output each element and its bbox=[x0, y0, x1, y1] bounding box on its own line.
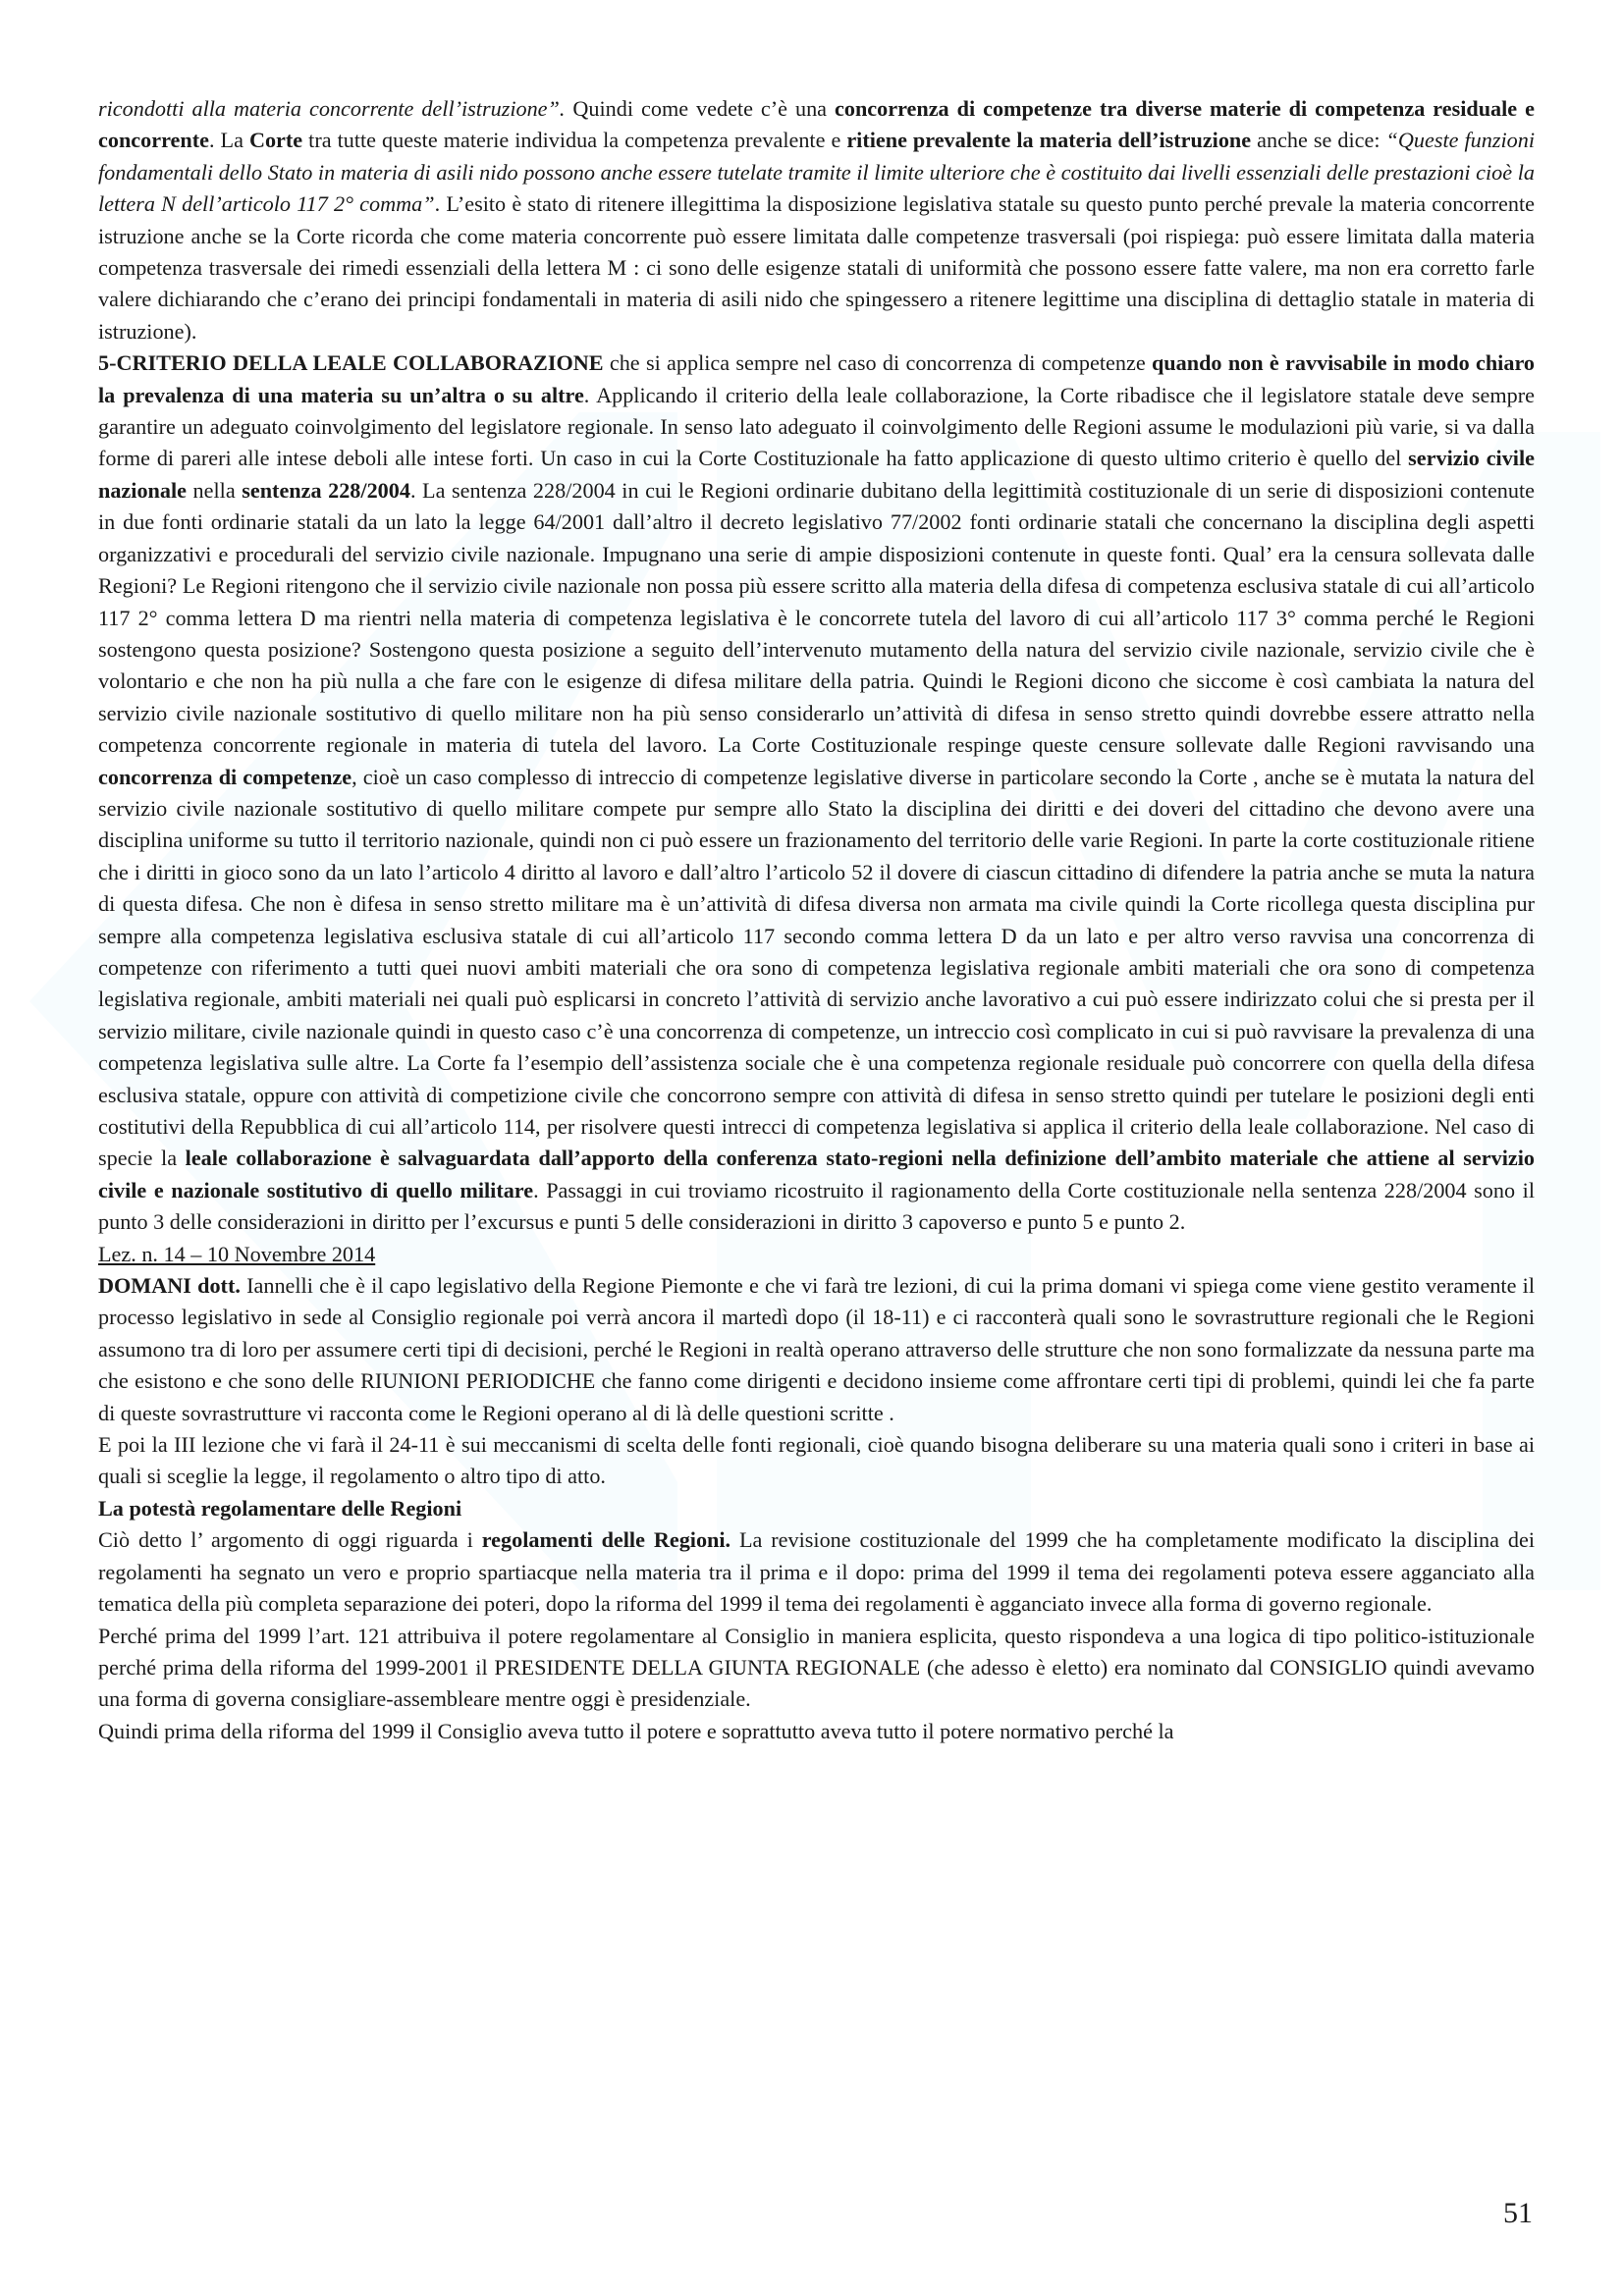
document-page bbox=[98, 93, 1535, 1747]
bold-text: Corte bbox=[248, 128, 303, 153]
body-text: . La bbox=[208, 128, 249, 153]
paragraph bbox=[98, 347, 1535, 1238]
body-text: . La sentenza 228/2004 in cui le Regioni ordinarie dubitano della legittimità costituzionale di un serie di disposizioni contenute in due fonti ordinarie statali da un lato la legge 64/2001 dall’altro il decreto legislativo 77/2002 fonti ordinarie statali che concernano la disciplina degli aspetti organizzativi e procedurali del servizio civile nazionale. Impugnano una serie di ampie disposizioni contenute in queste fonti. Qual’ era la censura sollevata dalle Regioni? Le Regioni ritengono che il servizio civile nazionale non possa più essere scritto alla materia della difesa di competenza esclusiva statale di cui all’articolo 117 2° comma lettera D ma rientri nella materia di competenza legislativa è le concorrete tutela del lavoro di cui all’articolo 117 3° comma perché le Regioni sostengono questa posizione? Sostengono questa posizione a seguito dell’intervenuto mutamento della natura del servizio civile nazionale, servizio civile che è volontario e che non ha più nulla a che fare con le esigenze di difesa militare della patria. Quindi le Regioni dicono che siccome è così cambiata la natura del servizio civile nazionale sostitutivo di quello militare non ha più senso considerarlo un’attività di difesa in senso stretto quindi dovrebbe essere attratto nella competenza concorrente regionale in materia di tutela del lavoro. La Corte Costituzionale respinge queste censure sollevate dalle Regioni ravvisando una bbox=[98, 477, 1535, 758]
body-text: , cioè un caso complesso di intreccio di competenze legislative diverse in particolare secondo la Corte , anche se è mutata la natura del servizio civile nazionale sostitutivo di quello militare compete pur sempre allo Stato la disciplina dei diritti e dei doveri del cittadino che devono avere una disciplina uniforme su tutto il territorio nazionale, quindi non ci può essere un frazionamento del territorio delle varie Regioni. In parte la corte costituzionale ritiene che i diritti in gioco sono da un lato l’articolo 4 diritto al lavoro e dall’altro l’articolo 52 il dovere di ciascun cittadino di difendere la patria anche se muta la natura di questa difesa. Che non è difesa in senso stretto militare ma è un’attività di difesa diversa non armata ma civile quindi la Corte ricollega questa disciplina pur sempre alla competenza legislativa esclusiva statale di cui all’articolo 117 secondo comma lettera D da un lato e per altro verso ravvisa una concorrenza di competenze con riferimento a tutti quei nuovi ambiti materiali che ora sono di competenza legislativa regionale ambiti materiali che ora sono di competenza legislativa regionale, ambiti materiali nei quali può esplicarsi in concreto l’attività di servizio anche lavorativo a cui può essere indirizzato colui che si presta per il servizio militare, civile nazionale quindi in questo caso c’è una concorrenza di competenze, un intreccio così complicato in cui si può ravvisare la prevalenza di una competenza legislativa sulle altre. La Corte fa l’esempio dell’assistenza sociale che è una competenza regionale residuale può concorrere con quella della difesa esclusiva statale, oppure con attività di competizione civile che concorrono sempre con attività di difesa in senso stretto quindi per tutelare le posizioni degli enti costitutivi della Repubblica di cui all’articolo 114, per risolvere questi intrecci di competenza legislativa si applica il criterio della leale collaborazione. Nel caso di specie la bbox=[98, 764, 1535, 1171]
lecture-heading: Lez. n. 14 – 10 Novembre 2014 bbox=[98, 1241, 376, 1266]
body-text: Perché prima del 1999 l’art. 121 attribuiva il potere regolamentare al Consiglio in maniera esplicita, questo rispondeva a una logica di tipo politico-istituzionale perché prima della riforma del 1999-2001 il PRESIDENTE DELLA GIUNTA REGIONALE (che adesso è eletto) era nominato dal CONSIGLIO quindi avevamo una forma di governa consigliare-assembleare mentre oggi è presidenziale. bbox=[98, 1623, 1535, 1712]
bold-text: sentenza 228/2004 bbox=[242, 477, 410, 503]
bold-text: La potestà regolamentare delle Regioni bbox=[98, 1495, 462, 1521]
bold-text: regolamenti delle Regioni. bbox=[481, 1527, 731, 1553]
body-text: Ciò detto l’ argomento di oggi riguarda i bbox=[98, 1527, 482, 1553]
body-text: tra tutte queste materie individua la competenza prevalente e bbox=[302, 128, 847, 153]
paragraph bbox=[98, 1429, 1535, 1493]
body-text: . L’esito è stato di ritenere illegittima la disposizione legislativa statale su questo punto perché prevale la materia concorrente istruzione anche se la Corte ricorda che come materia concorrente può essere limitata dalle competenze trasversali (poi rispiega: può essere limitata dalla materia competenza trasversale dei rimedi essenziali della lettera M : ci sono delle esigenze statali di uniformità che possono essere fatte valere, ma non era corretto farle valere dichiarando che c’erano dei principi fondamentali in materia di asili nido che spingessero a ritenere legittime una disciplina di dettaglio statale in materia di istruzione). bbox=[98, 191, 1535, 344]
italic-text: “Queste funzioni fondamentali dello Stato in materia di asili nido possono anche essere tutelate tramite il limite ulteriore che è costituito dai livelli essenziali delle prestazioni cioè la lettera N dell’articolo 117 2° comma” bbox=[98, 128, 1535, 217]
paragraph bbox=[98, 1493, 1535, 1524]
paragraph bbox=[98, 1716, 1535, 1747]
body-text: . Passaggi in cui troviamo ricostruito il ragionamento della Corte costituzionale nella sentenza 228/2004 sono il punto 3 delle considerazioni in diritto per l’excursus e punti 5 delle considerazioni in diritto 3 capoverso e punto 5 e punto 2. bbox=[98, 1177, 1535, 1235]
bold-text: concorrenza di competenze bbox=[98, 764, 352, 789]
paragraph bbox=[98, 1621, 1535, 1716]
body-text: anche se dice: bbox=[1251, 128, 1386, 153]
bold-text: concorrenza di competenze tra diverse materie di competenza residuale e concorrente bbox=[98, 96, 1535, 153]
bold-text: 5-CRITERIO DELLA LEALE COLLABORAZIONE bbox=[98, 350, 604, 376]
body-text: E poi la III lezione che vi farà il 24-11 è sui meccanismi di scelta delle fonti regionali, cioè quando bisogna deliberare su una materia quali sono i criteri in base ai quali si sceglie la legge, il regolamento o altro tipo di atto. bbox=[98, 1432, 1535, 1489]
body-text: Quindi prima della riforma del 1999 il Consiglio aveva tutto il potere e soprattutto aveva tutto il potere normativo perché la bbox=[98, 1718, 1174, 1743]
body-text: Iannelli che è il capo legislativo della Regione Piemonte e che vi farà tre lezioni, di cui la prima domani vi spiega come viene gestito veramente il processo legislativo in sede al Consiglio regionale poi verrà ancora il martedì dopo (il 18-11) e ci racconterà quali sono le sovrastrutture regionali che le Regioni assumono tra di loro per assumere certi tipi di decisioni, perché le Regioni in realtà operano attraverso delle strutture che non sono formalizzate da nessuna parte ma che esistono e che sono delle RIUNIONI PERIODICHE che fanno come dirigenti e decidono insieme come affrontare certi tipi di problemi, quindi lei che fa parte di queste sovrastrutture vi racconta come le Regioni operano al di là delle questioni scritte . bbox=[98, 1273, 1535, 1425]
bold-text: DOMANI dott. bbox=[98, 1273, 241, 1299]
body-text: nella bbox=[187, 477, 243, 503]
paragraph bbox=[98, 1239, 1535, 1270]
body-text: La revisione costituzionale del 1999 che ha completamente modificato la disciplina dei regolamenti ha segnato un vero e proprio spartiacque nella materia tra il prima e il dopo: prima del 1999 il tema dei regolamenti poteva essere agganciato alla tematica della più completa separazione dei poteri, dopo la riforma del 1999 il tema dei regolamenti è agganciato invece alla forma di governo regionale. bbox=[98, 1527, 1535, 1617]
paragraph bbox=[98, 93, 1535, 347]
bold-text: servizio civile nazionale bbox=[98, 446, 1535, 503]
italic-text: ricondotti alla materia concorrente dell’istruzione”. bbox=[98, 96, 566, 121]
bold-text: quando non è ravvisabile in modo chiaro la prevalenza di una materia su un’altra o su altre bbox=[98, 350, 1535, 407]
body-text: Quindi come vedete c’è una bbox=[565, 96, 835, 121]
page-number: 51 bbox=[1503, 2197, 1533, 2229]
paragraph bbox=[98, 1524, 1535, 1620]
paragraph bbox=[98, 1270, 1535, 1429]
body-text: che si applica sempre nel caso di concorrenza di competenze bbox=[603, 350, 1152, 376]
bold-text: ritiene prevalente la materia dell’istruzione bbox=[846, 128, 1252, 153]
bold-text: leale collaborazione è salvaguardata dall’apporto della conferenza stato-regioni nella definizione dell’ambito materiale che attiene al servizio civile e nazionale sostitutivo di quello militare bbox=[98, 1146, 1535, 1202]
body-text: . Applicando il criterio della leale collaborazione, la Corte ribadisce che il legislatore statale deve sempre garantire un adeguato coinvolgimento del legislatore regionale. In senso lato adeguato il coinvolgimento delle Regioni assume le modulazioni più varie, si va dalla forme di pareri alle intese deboli alle intese forti. Un caso in cui la Corte Costituzionale ha fatto applicazione di questo ultimo criterio è quello del bbox=[98, 382, 1535, 471]
